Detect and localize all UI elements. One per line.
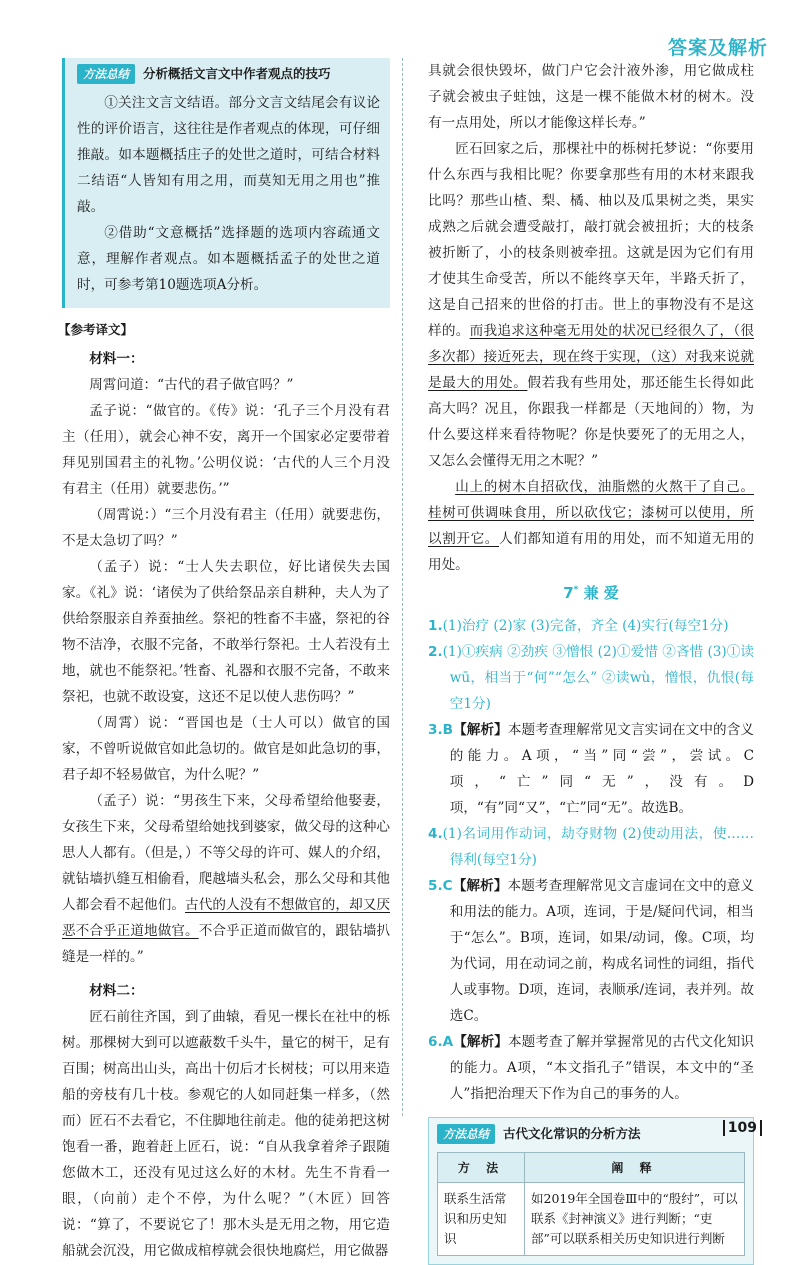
analysis-text: 本题考查理解常见文言实词在文中的含义的能力。A项，“当”同“尝”，尝试。C项，“亡”同“无”，没有。D项，“有”同“又”，“亡”同“无”。故选B。: [449, 722, 755, 816]
answer-text: (1)名词用作动词，劫夺财物 (2)使动用法，使……得利(每空1分): [442, 826, 754, 868]
article-number: 7: [563, 584, 574, 602]
material-two-paragraph: 匠石前往齐国，到了曲辕，看见一棵长在社中的栎树。那棵树大到可以遮蔽数千头牛，量它的树干，足有百围；树高出山头，高出十仞后才长树枝；可以用来造船的旁枝有几十枝。参观它的人如同赶集一样多，（然而）匠石不去看它，不住脚地往前走。他的徒弟把这树饱看一番，跑着赶上匠石，说：“自从我拿着斧子跟随您做木工，还没有见过这么好的木材。先生不肯看一眼，（向前）走个不停，为什么呢？”（木匠）回答说：“算了，不要说它了！那木头是无用之物，用它造船就会沉没，用它做成棺椁就会很快地腐烂，用它做器: [62, 1009, 390, 1259]
table-header-row: [438, 1153, 745, 1183]
underlined-key-sentence: 古代的人没有不想做官的，却又厌恶不合乎正道地做官。: [62, 897, 391, 939]
question-number: 3.B: [428, 722, 453, 738]
analysis-tag: 【解析】: [452, 878, 508, 894]
text-run: 匠石回家之后，那棵社中的栎树托梦说：“你要用什么东西与我相比呢？你要拿那些有用的木材来跟我比吗？那些山楂、梨、橘、柚以及瓜果树之类，果实成熟之后就会遭受敲打，敲打就会被扭折；大的枝条被折断了，小的枝条则被牵扭。这就是因为它们有用才使其生命受苦，所以不能终享天年，半路夭折了，这是自己招来的世俗的打击。世上的事物没有不是这样的。: [428, 141, 754, 339]
answer-item: [428, 873, 754, 1029]
method-summary-tag: 方法总结: [437, 1124, 495, 1144]
article-title: 7* 兼 爱: [563, 584, 619, 602]
material-two-paragraph: [428, 136, 754, 474]
article-name: 兼 爱: [583, 584, 619, 602]
page-header-title: 答案及解析: [667, 37, 768, 59]
underlined-key-sentence: 而我追求这种毫无用处的状况已经很久了，（很多次都）接近死去，现在终于实现，（这）对我来说就是最大的用处。: [428, 323, 755, 391]
answer-text: (1)治疗 (2)家 (3)完备，齐全 (4)实行(每空1分): [442, 618, 729, 634]
answer-item: [428, 1029, 754, 1107]
analysis-tag: 【解析】: [453, 1034, 508, 1050]
material-one-last-paragraph: [62, 788, 390, 970]
material-one-paragraph: （周霄说：）“三个月没有君主（任用）就要悲伤，不是太急切了吗？”: [62, 507, 390, 549]
text-run: 人们都知道有用的用处，而不知道无用的用处。: [428, 531, 755, 573]
material-one-paragraph: （孟子）说：“士人失去职位，好比诸侯失去国家。《礼》说：‘诸侯为了供给祭品亲自耕种，夫人为了供给祭服亲自养蚕抽丝。祭祀的牲畜不丰盛，祭祀的谷物不洁净，衣服不完备，不敢举行祭祀。士人若没有土地，就也不能祭祀。’牲畜、礼器和衣服不完备，不敢来祭祀，也就不敢设宴，这还不足以使人悲伤吗？”: [62, 559, 390, 705]
answer-item: [428, 821, 754, 873]
method-summary-box: [62, 58, 390, 308]
table-cell-method: 联系生活常识和历史知识: [438, 1183, 525, 1256]
culture-method-box: [428, 1117, 754, 1265]
question-number: 4.: [428, 826, 443, 842]
table-row: [438, 1183, 745, 1256]
material-one-paragraph: 周霄问道：“古代的君子做官吗？”: [89, 377, 294, 393]
right-column: [428, 58, 754, 1265]
method-summary-tag: 方法总结: [77, 64, 135, 84]
question-number: 5.C: [428, 878, 453, 894]
material-two-conclusion: [428, 474, 754, 578]
question-number: 1.: [428, 618, 443, 634]
analysis-tag: 【解析】: [452, 722, 508, 738]
text-run: 假若我有些用处，那还能生长得如此高大吗？况且，你跟我一样都是（天地间的）物，为什么要这样来看待物呢？你是快要死了的无用之人，又怎么会懂得无用之木呢？”: [428, 375, 755, 469]
reference-translation-heading: 【参考译文】: [58, 322, 134, 337]
page-number: 109: [723, 1120, 762, 1136]
material-one-paragraph: （周霄）说：“晋国也是（士人可以）做官的国家，不曾听说做官如此急切的。做官是如此急切的事，君子却不轻易做官，为什么呢？”: [62, 715, 390, 783]
left-column: [58, 58, 391, 1264]
answer-item: [428, 717, 754, 821]
table-cell-explanation: 如2019年全国卷Ⅲ中的“殷纣”，可以联系《封神演义》进行判断；“吏部”可以联系相关历史知识进行判断: [525, 1183, 745, 1256]
material-one-paragraph: 孟子说：“做官的。《传》说：‘孔子三个月没有君主（任用），就会心神不安，离开一个国家必定要带着拜见别国君主的礼物。’公明仪说：‘古代的人三个月没有君主（任用）就要悲伤。’”: [62, 403, 390, 497]
method-table: [437, 1152, 745, 1256]
answer-item: [428, 639, 754, 717]
analysis-text: 本题考查理解常见文言虚词在文中的意义和用法的能力。A项，连词，于是/疑问代词，相当于“怎么”。B项，连词，如果/动词，像。C项，均为代词，用在动词之前，构成名词性的词组，指代人或事物。D项，连词，表顺承/连词，表并列。故选C。: [449, 878, 755, 1024]
material-one-heading: 材料一：: [89, 351, 144, 367]
text-run: 不合乎正道而做官的，跟钻墙扒缝是一样的。”: [62, 923, 391, 965]
analysis-text: 本题考查了解并掌握常见的古代文化知识的能力。A项，“本文指孔子”错误，本文中的“圣人”指把治理天下作为自己的事务的人。: [449, 1034, 755, 1102]
method-summary-title: 古代文化常识的分析方法: [503, 1126, 641, 1141]
material-two-continuation: 具就会很快毁坏，做门户它会汁液外渗，用它做成柱子就会被虫子蛀蚀，这是一棵不能做木材的树木。没有一点用处，所以才能像这样长寿。”: [428, 63, 754, 131]
answer-text: (1)①疾病 ②劲疾 ③憎恨 (2)①爱惜 ②吝惜 (3)①读wū，相当于“何”“怎么” ②读wù，憎恨，仇恨(每空1分): [442, 644, 754, 712]
question-number: 2.: [428, 644, 443, 660]
method-tip-1: ①关注文言文结语。部分文言文结尾会有议论性的评价语言，这往往是作者观点的体现，可仔细推敲。如本题概括庄子的处世之道时，可结合材料二结语“人皆知有用之用，而莫知无用之用也”推敲。: [77, 95, 380, 215]
table-header-explanation: 阐 释: [525, 1153, 745, 1183]
column-divider: [402, 58, 403, 1116]
method-summary-title: 分析概括文言文中作者观点的技巧: [143, 66, 331, 81]
answer-item: [428, 613, 754, 639]
material-two-heading: 材料二：: [89, 983, 144, 999]
text-run: （孟子）说：“男孩生下来，父母希望给他娶妻，女孩生下来，父母希望给她找到婆家，做父母的这种心思人人都有。（但是，）不等父母的许可、媒人的介绍，就钻墙扒缝互相偷看，爬越墙头私会，那么父母和其他人都会看不起他们。: [62, 793, 390, 913]
question-number: 6.A: [428, 1034, 454, 1050]
underlined-key-sentence: 山上的树木自招砍伐，油脂燃的火熬干了自己。桂树可供调味食用，所以砍伐它；漆树可以使用，所以割开它。: [428, 479, 754, 547]
table-header-method: 方 法: [438, 1153, 525, 1183]
method-tip-2: ②借助“文意概括”选择题的选项内容疏通文意，理解作者观点。如本题概括孟子的处世之道时，可参考第10题选项A分析。: [77, 225, 380, 293]
